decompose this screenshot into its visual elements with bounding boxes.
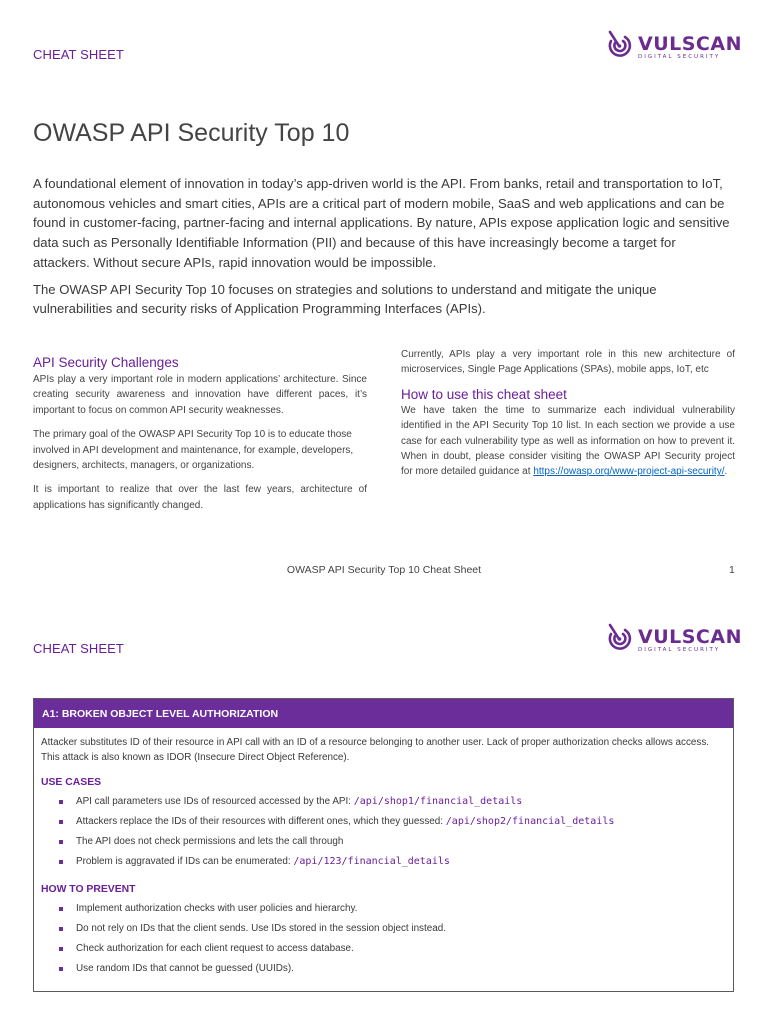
header-label: CHEAT SHEET [33,47,124,62]
logo-tagline: DIGITAL SECURITY [638,53,721,60]
logo-name: VULSCAN [638,625,742,648]
bullet-icon [59,820,63,824]
owasp-project-link[interactable]: https://owasp.org/www-project-api-security/ [533,466,725,478]
use-case-code: /api/123/financial_details [293,856,450,867]
a1-box-title: A1: BROKEN OBJECT LEVEL AUTHORIZATION [34,699,733,728]
list-item [41,852,726,872]
list-item [41,959,726,979]
prevent-text: Use random IDs that cannot be guessed (UUIDs). [76,963,294,974]
left-column [33,355,367,513]
vulscan-logo [606,28,742,67]
use-cases-list [41,792,726,872]
use-case-text: The API does not check permissions and lets the call through [76,836,344,847]
bullet-icon [59,907,63,911]
bullet-icon [59,947,63,951]
bullet-icon [59,967,63,971]
right-lead-paragraph: Currently, APIs play a very important role in this new architecture of microservices, Single Page Applications (SPAs), mobile apps, IoT, etc [401,349,735,376]
left-paragraph-2: The primary goal of the OWASP API Security Top 10 is to educate those involved in API development and maintenance, for example, developers, designers, architects, managers, or organizations. [33,429,354,472]
bullet-icon [59,927,63,931]
use-case-code: /api/shop2/financial_details [445,816,615,827]
logo-name: VULSCAN [638,32,742,55]
logo-tagline: DIGITAL SECURITY [638,646,721,653]
list-item [41,939,726,959]
use-case-text: Attackers replace the IDs of their resources with different ones, which they guessed: [76,816,446,827]
use-case-text: API call parameters use IDs of resourced accessed by the API: [76,796,354,807]
list-item [41,812,726,832]
list-item [41,832,726,852]
header-label-page-2: CHEAT SHEET [33,641,124,656]
bullet-icon [59,860,63,864]
prevent-list [41,899,726,979]
prevent-text: Implement authorization checks with user policies and hierarchy. [76,903,358,914]
left-paragraph-1: APIs play a very important role in modern applications’ architecture. Since creating security awareness and innovation have different paces, it’s important to focus on common API security weaknesses. [33,374,367,416]
intro-section [33,174,735,319]
use-cases-heading: USE CASES [41,777,102,788]
how-to-prevent-heading: HOW TO PREVENT [41,884,136,895]
how-to-use-heading: How to use this cheat sheet [401,386,567,402]
api-security-challenges-heading: API Security Challenges [33,355,179,370]
a1-description: Attacker substitutes ID of their resource in API call with an ID of a resource belonging to another user. Lack of proper authorization checks allows access. This attack is also known as IDOR (Insecure Direct Object Reference). [41,737,710,763]
use-case-text: Problem is aggravated if IDs can be enumerated: [76,856,294,867]
a1-vulnerability-box [33,698,734,992]
vulscan-logo-icon [606,621,634,660]
prevent-text: Do not rely on IDs that the client sends. Use IDs stored in the session object instead. [76,923,446,934]
vulscan-logo-page-2 [606,621,742,660]
prevent-text: Check authorization for each client request to access database. [76,943,354,954]
left-paragraph-3: It is important to realize that over the last few years, architecture of applications has significantly changed. [33,484,367,511]
list-item [41,899,726,919]
page-title: OWASP API Security Top 10 [33,119,350,147]
page-number: 1 [729,564,735,576]
how-to-use-text: We have taken the time to summarize each individual vulnerability identified in the API Security Top 10 list. In each section we provide a use case for each vulnerability type as well as information on how to prevent it. When in doubt, please consider visiting the OWASP API Security project for more detailed guidance at [401,404,735,478]
intro-paragraph-1: A foundational element of innovation in today’s app-driven world is the API. From banks, retail and transportation to IoT, autonomous vehicles and smart cities, APIs are a critical part of modern mobile, SaaS and web applications and can be found in customer-facing, partner-facing and internal applications. By nature, APIs expose application logic and sensitive data such as Personally Identifiable Information (PII) and because of this have increasingly become a target for attackers. Without secure APIs, rapid innovation would be impossible. [33,176,730,270]
bullet-icon [59,840,63,844]
how-to-use-paragraph [401,403,735,480]
list-item [41,792,726,812]
vulscan-logo-icon [606,28,634,67]
bullet-icon [59,800,63,804]
right-column [401,347,735,480]
intro-paragraph-2: The OWASP API Security Top 10 focuses on strategies and solutions to understand and mitigate the unique vulnerabilities and security risks of Application Programming Interfaces (APIs). [33,281,657,317]
use-case-code: /api/shop1/financial_details [353,796,523,807]
list-item [41,919,726,939]
footer-text: OWASP API Security Top 10 Cheat Sheet [286,564,482,576]
how-to-use-end: . [724,466,728,478]
